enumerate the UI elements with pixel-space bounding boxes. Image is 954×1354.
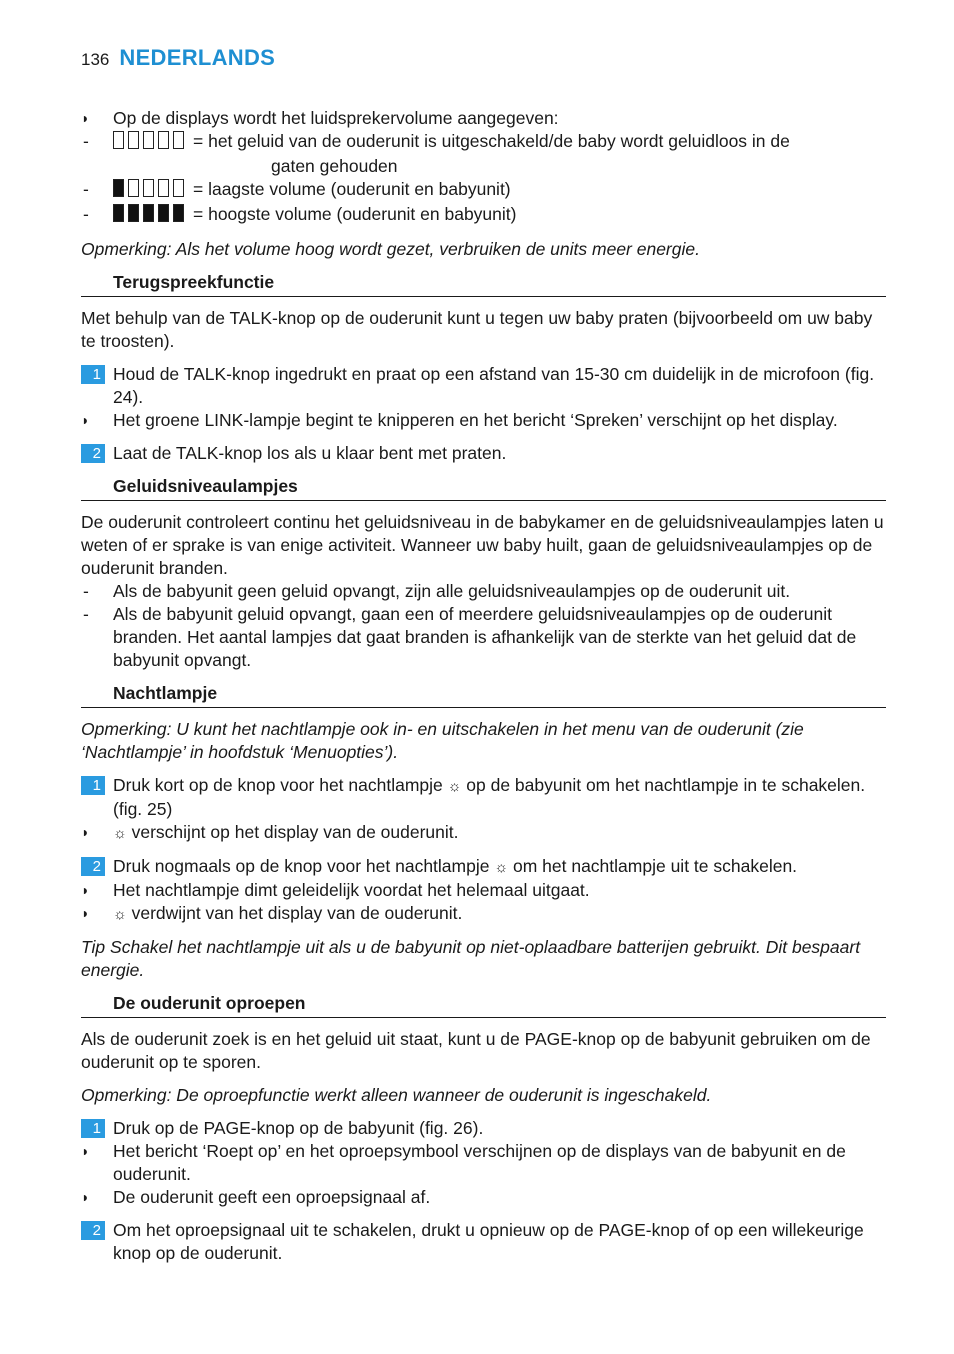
step-text: Om het oproepsignaal uit te schakelen, drukt u opnieuw op de PAGE-knop of op een willekeurige knop op de ouderunit.: [113, 1220, 864, 1263]
nightlight-icon: ☼: [113, 825, 127, 842]
sound-lights-item-2: [81, 603, 886, 672]
paging-intro: Als de ouderunit zoek is en het geluid uit staat, kunt u de PAGE-knop op de babyunit gebruiken om de ouderunit op te sporen.: [81, 1029, 871, 1072]
step-text-b: op de babyunit om het nachtlampje in te schakelen. (fig. 25): [113, 775, 866, 819]
nightlight-step-2: [81, 855, 886, 879]
nightlight-note: Opmerking: U kunt het nachtlampje ook in- en uitschakelen in het menu van de ouderunit (zie ‘Nachtlampje’ in hoofdstuk ‘Menuopties’).: [81, 719, 804, 762]
volume-item-text: = het geluid van de ouderunit is uitgeschakeld/de baby wordt geluidloos in de: [193, 131, 790, 151]
bullet-icon: ◗: [81, 110, 90, 126]
list-item-text: Als de babyunit geluid opvangt, gaan een of meerdere geluidsniveaulampjes op de ouderunit branden. Het aantal lampjes dat gaat branden is afhankelijk van de sterkte van het geluid dat de babyunit opvangt.: [113, 604, 857, 670]
talkback-step-1: [81, 363, 886, 409]
step-text-b: om het nachtlampje uit te schakelen.: [512, 856, 798, 876]
step-number-badge: 1: [81, 365, 105, 384]
sound-lights-item-1: [81, 580, 886, 603]
volume-item-low: [81, 178, 886, 203]
dash-marker: -: [83, 131, 89, 151]
talkback-result-1: [81, 409, 886, 432]
paging-result-2: [81, 1186, 886, 1209]
bullet-icon: ◗: [81, 1189, 90, 1205]
dash-marker: -: [83, 204, 89, 224]
result-text: verschijnt op het display van de ouderunit.: [131, 822, 459, 842]
volume-intro-text: Op de displays wordt het luidsprekervolume aangegeven:: [113, 108, 559, 128]
volume-item-mute: [81, 130, 886, 178]
step-text: Laat de TALK-knop los als u klaar bent met praten.: [113, 443, 507, 463]
volume-bars-icon: [113, 131, 188, 155]
section-heading-talkback: Terugspreekfunctie: [81, 271, 886, 297]
step-text-a: Druk kort op de knop voor het nachtlampje: [113, 775, 443, 795]
page-header: [81, 46, 275, 71]
bullet-icon: ◗: [81, 882, 90, 898]
page-number: 136: [81, 50, 110, 69]
step-text-a: Druk nogmaals op de knop voor het nachtlampje: [113, 856, 490, 876]
section-heading-nightlight: Nachtlampje: [81, 682, 886, 708]
volume-item-text-continued: gaten gehouden: [271, 156, 398, 176]
section-heading-sound-lights: Geluidsniveaulampjes: [81, 475, 886, 501]
result-text: Het nachtlampje dimt geleidelijk voordat het helemaal uitgaat.: [113, 880, 590, 900]
dash-marker: -: [83, 604, 89, 624]
bullet-icon: ◗: [81, 412, 90, 428]
section-heading-paging: De ouderunit oproepen: [81, 992, 886, 1018]
bullet-icon: ◗: [81, 1143, 90, 1159]
paging-note: Opmerking: De oproepfunctie werkt alleen wanneer de ouderunit is ingeschakeld.: [81, 1085, 712, 1105]
volume-bars-icon: [113, 179, 188, 203]
step-number-badge: 2: [81, 1221, 105, 1240]
volume-item-high: [81, 203, 886, 228]
talkback-intro: Met behulp van de TALK-knop op de ouderunit kunt u tegen uw baby praten (bijvoorbeeld om uw baby te troosten).: [81, 308, 873, 351]
step-number-badge: 1: [81, 1119, 105, 1138]
paging-step-2: [81, 1219, 886, 1265]
paging-result-1: [81, 1140, 886, 1186]
nightlight-result-3: [81, 902, 886, 926]
step-number-badge: 1: [81, 776, 105, 795]
list-item-text: Als de babyunit geen geluid opvangt, zijn alle geluidsniveaulampjes op de ouderunit uit.: [113, 581, 791, 601]
dash-marker: -: [83, 581, 89, 601]
result-text: De ouderunit geeft een oproepsignaal af.: [113, 1187, 431, 1207]
page-content: [81, 107, 886, 1265]
volume-item-text: = hoogste volume (ouderunit en babyunit): [193, 204, 517, 224]
volume-item-text: = laagste volume (ouderunit en babyunit): [193, 179, 511, 199]
language-title: NEDERLANDS: [119, 45, 276, 70]
step-number-badge: 2: [81, 857, 105, 876]
step-number-badge: 2: [81, 444, 105, 463]
volume-note: Opmerking: Als het volume hoog wordt gezet, verbruiken de units meer energie.: [81, 239, 700, 259]
step-text: Druk op de PAGE-knop op de babyunit (fig. 26).: [113, 1118, 484, 1138]
nightlight-tip: Tip Schakel het nachtlampje uit als u de babyunit op niet-oplaadbare batterijen gebruikt. Dit bespaart energie.: [81, 937, 861, 980]
nightlight-result-2: [81, 879, 886, 902]
paging-step-1: [81, 1117, 886, 1140]
bullet-icon: ◗: [81, 824, 90, 840]
result-text: Het groene LINK-lampje begint te knipperen en het bericht ‘Spreken’ verschijnt op het display.: [113, 410, 838, 430]
nightlight-result-1: [81, 821, 886, 845]
volume-intro: [81, 107, 886, 130]
nightlight-step-1: [81, 774, 886, 821]
talkback-step-2: [81, 442, 886, 465]
step-text: Houd de TALK-knop ingedrukt en praat op een afstand van 15-30 cm duidelijk in de microfoon (fig. 24).: [113, 364, 875, 407]
nightlight-icon: ☼: [447, 778, 462, 795]
sound-lights-intro: De ouderunit controleert continu het geluidsniveau in de babykamer en de geluidsniveaulampjes laten u weten of er sprake is van enige activiteit. Wanneer uw baby huilt, gaan de geluidsniveaulampjes op de ouderunit branden.: [81, 512, 884, 578]
nightlight-icon: ☼: [494, 859, 509, 876]
volume-bars-icon: [113, 204, 188, 228]
nightlight-icon: ☼: [113, 906, 127, 923]
result-text: verdwijnt van het display van de ouderunit.: [131, 903, 463, 923]
bullet-icon: ◗: [81, 905, 90, 921]
dash-marker: -: [83, 179, 89, 199]
result-text: Het bericht ‘Roept op’ en het oproepsymbool verschijnen op de displays van de babyunit en de ouderunit.: [113, 1141, 846, 1184]
